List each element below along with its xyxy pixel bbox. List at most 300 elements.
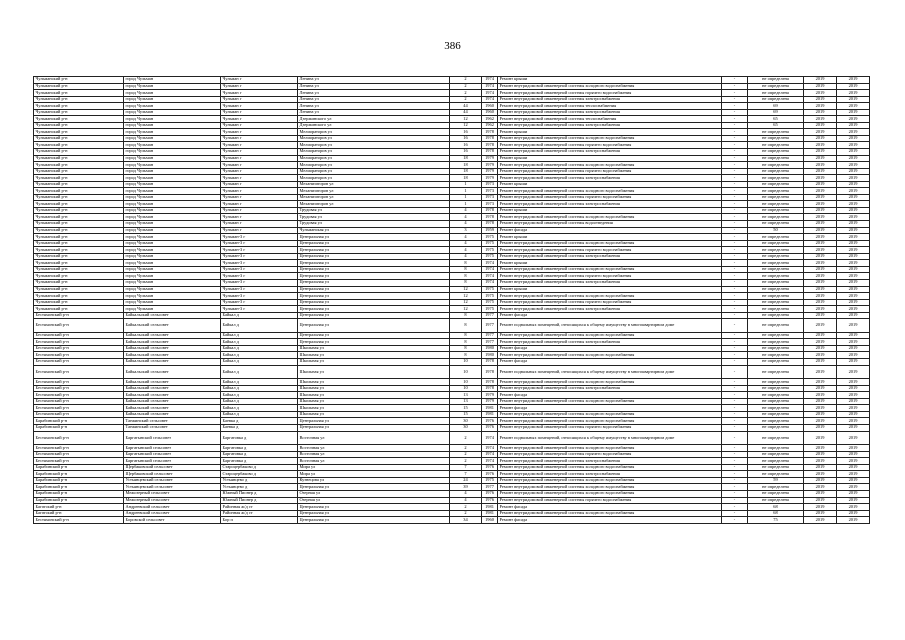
work-type-cell: Ремонт крыши bbox=[498, 181, 722, 188]
district-cell: Чульманский р-н bbox=[34, 109, 124, 116]
district-cell: Чульманский р-н bbox=[34, 293, 124, 300]
locality-cell: Чульман-3 г bbox=[221, 253, 298, 260]
price-cell: не определена bbox=[748, 319, 804, 333]
settlement-cell: город Чульман bbox=[124, 83, 221, 90]
street-cell: Центральная ул bbox=[298, 240, 450, 247]
work-type-cell: Ремонт крыши bbox=[498, 77, 722, 84]
dash-cell: - bbox=[722, 96, 748, 103]
end-year-cell: 2019 bbox=[837, 477, 870, 484]
work-type-cell: Ремонт внутридомовой инженерной системы водоотведения bbox=[498, 221, 722, 228]
build-year-cell: 1975 bbox=[482, 253, 498, 260]
build-year-cell: 1974 bbox=[482, 77, 498, 84]
settlement-cell: город Чульман bbox=[124, 293, 221, 300]
work-type-cell: Ремонт внутридомовой инженерной системы холодного водоснабжения bbox=[498, 490, 722, 497]
price-cell: не определена bbox=[748, 83, 804, 90]
price-cell: не определена bbox=[748, 201, 804, 208]
build-year-cell: 1974 bbox=[482, 90, 498, 97]
build-year-cell: 1975 bbox=[482, 306, 498, 313]
locality-cell: Южный Пионер д bbox=[221, 490, 298, 497]
street-cell: Механизаторов ул bbox=[298, 201, 450, 208]
street-cell: Центральная ул bbox=[298, 253, 450, 260]
end-year-cell: 2019 bbox=[837, 194, 870, 201]
settlement-cell: Байкальский сельсовет bbox=[124, 345, 221, 352]
house-number-cell: 4 bbox=[450, 490, 482, 497]
locality-cell: Чульман г bbox=[221, 181, 298, 188]
street-cell: Центральная ул bbox=[298, 484, 450, 491]
price-cell: не определена bbox=[748, 332, 804, 339]
district-cell: Чульманский р-н bbox=[34, 168, 124, 175]
end-year-cell: 2019 bbox=[837, 266, 870, 273]
street-cell: Школьная ул bbox=[298, 345, 450, 352]
district-cell: Бестяхинский р-н bbox=[34, 379, 124, 386]
dash-cell: - bbox=[722, 103, 748, 110]
start-year-cell: 2019 bbox=[804, 96, 837, 103]
house-number-cell: 18 bbox=[450, 162, 482, 169]
locality-cell: Чульман г bbox=[221, 155, 298, 162]
dash-cell: - bbox=[722, 359, 748, 366]
dash-cell: - bbox=[722, 247, 748, 254]
street-cell: Дзержинского ул bbox=[298, 122, 450, 129]
work-type-cell: Ремонт внутридомовой инженерной системы горячего водоснабжения bbox=[498, 497, 722, 504]
house-number-cell: 16 bbox=[450, 129, 482, 136]
house-number-cell: 16 bbox=[450, 149, 482, 156]
dash-cell: - bbox=[722, 266, 748, 273]
build-year-cell: 1981 bbox=[482, 411, 498, 418]
build-year-cell: 1976 bbox=[482, 424, 498, 431]
settlement-cell: Андреевский сельсовет bbox=[124, 504, 221, 511]
street-cell: Центральная ул bbox=[298, 424, 450, 431]
street-cell: Центральная ул bbox=[298, 504, 450, 511]
price-cell: не определена bbox=[748, 345, 804, 352]
settlement-cell: Байкальский сельсовет bbox=[124, 379, 221, 386]
end-year-cell: 2019 bbox=[837, 490, 870, 497]
settlement-cell: Байкальский сельсовет bbox=[124, 339, 221, 346]
work-type-cell: Ремонт внутридомовой инженерной системы электроснабжения bbox=[498, 339, 722, 346]
start-year-cell: 2019 bbox=[804, 116, 837, 123]
dash-cell: - bbox=[722, 345, 748, 352]
price-cell: не определена bbox=[748, 221, 804, 228]
dash-cell: - bbox=[722, 339, 748, 346]
settlement-cell: город Чульман bbox=[124, 221, 221, 228]
district-cell: Бестяхинский р-н bbox=[34, 332, 124, 339]
work-type-cell: Ремонт внутридомовой инженерной системы горячего водоснабжения bbox=[498, 194, 722, 201]
street-cell: Школьная ул bbox=[298, 392, 450, 399]
locality-cell: Чульман г bbox=[221, 188, 298, 195]
locality-cell: Баргатовка д bbox=[221, 445, 298, 452]
start-year-cell: 2019 bbox=[804, 398, 837, 405]
price-cell: не определена bbox=[748, 379, 804, 386]
end-year-cell: 2019 bbox=[837, 306, 870, 313]
build-year-cell: 1975 bbox=[482, 240, 498, 247]
district-cell: Бестяхинский р-н bbox=[34, 411, 124, 418]
build-year-cell: 1978 bbox=[482, 365, 498, 379]
price-cell: не определена bbox=[748, 306, 804, 313]
end-year-cell: 2019 bbox=[837, 345, 870, 352]
settlement-cell: Байкальский сельсовет bbox=[124, 398, 221, 405]
district-cell: Багатский р-н bbox=[34, 510, 124, 517]
district-cell: Чульманский р-н bbox=[34, 142, 124, 149]
price-cell: не определена bbox=[748, 188, 804, 195]
build-year-cell: 1978 bbox=[482, 214, 498, 221]
price-cell: 59 bbox=[748, 477, 804, 484]
locality-cell: Чульман г bbox=[221, 129, 298, 136]
dash-cell: - bbox=[722, 162, 748, 169]
end-year-cell: 2019 bbox=[837, 96, 870, 103]
locality-cell: Байкал д bbox=[221, 411, 298, 418]
house-number-cell: 2 bbox=[450, 83, 482, 90]
district-cell: Чульманский р-н bbox=[34, 273, 124, 280]
district-cell: Бестяхинский р-н bbox=[34, 458, 124, 465]
locality-cell: Чульман г bbox=[221, 135, 298, 142]
end-year-cell: 2019 bbox=[837, 471, 870, 478]
district-cell: Чульманский р-н bbox=[34, 279, 124, 286]
locality-cell: Чульман г bbox=[221, 122, 298, 129]
dash-cell: - bbox=[722, 299, 748, 306]
district-cell: Чульманский р-н bbox=[34, 194, 124, 201]
work-type-cell: Ремонт внутридомовой инженерной системы горячего водоснабжения bbox=[498, 273, 722, 280]
build-year-cell: 1978 bbox=[482, 379, 498, 386]
work-type-cell: Ремонт крыши bbox=[498, 129, 722, 136]
start-year-cell: 2019 bbox=[804, 497, 837, 504]
end-year-cell: 2019 bbox=[837, 168, 870, 175]
district-cell: Чульманский р-н bbox=[34, 96, 124, 103]
build-year-cell: 1974 bbox=[482, 279, 498, 286]
street-cell: Центральная ул bbox=[298, 260, 450, 267]
dash-cell: - bbox=[722, 471, 748, 478]
locality-cell: Байкал д bbox=[221, 359, 298, 366]
street-cell: Мелиораторов ул bbox=[298, 129, 450, 136]
street-cell: Мира ул bbox=[298, 464, 450, 471]
settlement-cell: город Чульман bbox=[124, 227, 221, 234]
price-cell: не определена bbox=[748, 365, 804, 379]
settlement-cell: город Чульман bbox=[124, 96, 221, 103]
start-year-cell: 2019 bbox=[804, 299, 837, 306]
work-type-cell: Ремонт крыши bbox=[498, 234, 722, 241]
street-cell: Озерная ул bbox=[298, 490, 450, 497]
dash-cell: - bbox=[722, 135, 748, 142]
locality-cell: Чульман г bbox=[221, 77, 298, 84]
locality-cell: Чульман г bbox=[221, 221, 298, 228]
build-year-cell: 1974 bbox=[482, 451, 498, 458]
locality-cell: Байкал д bbox=[221, 392, 298, 399]
build-year-cell: 1974 bbox=[482, 96, 498, 103]
end-year-cell: 2019 bbox=[837, 129, 870, 136]
locality-cell: Чульман г bbox=[221, 149, 298, 156]
street-cell: Центральная ул bbox=[298, 510, 450, 517]
dash-cell: - bbox=[722, 286, 748, 293]
price-cell: не определена bbox=[748, 142, 804, 149]
dash-cell: - bbox=[722, 319, 748, 333]
street-cell: Центральная ул bbox=[298, 286, 450, 293]
price-cell: не определена bbox=[748, 194, 804, 201]
end-year-cell: 2019 bbox=[837, 405, 870, 412]
work-type-cell: Ремонт внутридомовой инженерной системы холодного водоснабжения bbox=[498, 332, 722, 339]
end-year-cell: 2019 bbox=[837, 109, 870, 116]
dash-cell: - bbox=[722, 122, 748, 129]
house-number-cell: 4 bbox=[450, 234, 482, 241]
settlement-cell: город Чульман bbox=[124, 77, 221, 84]
start-year-cell: 2019 bbox=[804, 247, 837, 254]
settlement-cell: город Чульман bbox=[124, 149, 221, 156]
price-cell: не определена bbox=[748, 392, 804, 399]
price-cell: не определена bbox=[748, 464, 804, 471]
street-cell: Мелиораторов ул bbox=[298, 175, 450, 182]
district-cell: Чульманский р-н bbox=[34, 116, 124, 123]
street-cell: Центральная ул bbox=[298, 517, 450, 524]
street-cell: Центральная ул bbox=[298, 306, 450, 313]
dash-cell: - bbox=[722, 312, 748, 319]
locality-cell: Байкал д bbox=[221, 332, 298, 339]
start-year-cell: 2019 bbox=[804, 168, 837, 175]
end-year-cell: 2019 bbox=[837, 484, 870, 491]
build-year-cell: 1978 bbox=[482, 149, 498, 156]
district-cell: Чульманский р-н bbox=[34, 299, 124, 306]
district-cell: Чульманский р-н bbox=[34, 129, 124, 136]
settlement-cell: город Чульман bbox=[124, 90, 221, 97]
start-year-cell: 2019 bbox=[804, 392, 837, 399]
settlement-cell: Устьянцевский сельсовет bbox=[124, 477, 221, 484]
settlement-cell: Байкальский сельсовет bbox=[124, 405, 221, 412]
end-year-cell: 2019 bbox=[837, 188, 870, 195]
house-number-cell: 4 bbox=[450, 497, 482, 504]
work-type-cell: Ремонт фасада bbox=[498, 345, 722, 352]
house-number-cell: 4 bbox=[450, 207, 482, 214]
start-year-cell: 2019 bbox=[804, 142, 837, 149]
build-year-cell: 1974 bbox=[482, 266, 498, 273]
build-year-cell: 1978 bbox=[482, 359, 498, 366]
locality-cell: Байкал д bbox=[221, 345, 298, 352]
district-cell: Бестяхинский р-н bbox=[34, 431, 124, 445]
build-year-cell: 1981 bbox=[482, 510, 498, 517]
street-cell: Мелиораторов ул bbox=[298, 135, 450, 142]
start-year-cell: 2019 bbox=[804, 405, 837, 412]
house-number-cell: 8 bbox=[450, 345, 482, 352]
district-cell: Чульманский р-н bbox=[34, 201, 124, 208]
locality-cell: Староцербаково д bbox=[221, 464, 298, 471]
settlement-cell: город Чульман bbox=[124, 155, 221, 162]
district-cell: Барабинский р-н bbox=[34, 471, 124, 478]
work-type-cell: Ремонт внутридомовой инженерной системы горячего водоснабжения bbox=[498, 142, 722, 149]
end-year-cell: 2019 bbox=[837, 247, 870, 254]
locality-cell: Чульман-3 г bbox=[221, 273, 298, 280]
locality-cell: Байкал д bbox=[221, 379, 298, 386]
street-cell: Центральная ул bbox=[298, 234, 450, 241]
start-year-cell: 2019 bbox=[804, 155, 837, 162]
locality-cell: Баргатовка д bbox=[221, 431, 298, 445]
dash-cell: - bbox=[722, 90, 748, 97]
start-year-cell: 2019 bbox=[804, 109, 837, 116]
district-cell: Бестяхинский р-н bbox=[34, 345, 124, 352]
settlement-cell: Байкальский сельсовет bbox=[124, 312, 221, 319]
settlement-cell: город Чульман bbox=[124, 260, 221, 267]
start-year-cell: 2019 bbox=[804, 431, 837, 445]
settlement-cell: город Чульман bbox=[124, 188, 221, 195]
start-year-cell: 2019 bbox=[804, 253, 837, 260]
start-year-cell: 2019 bbox=[804, 135, 837, 142]
locality-cell: Баргатовка д bbox=[221, 458, 298, 465]
end-year-cell: 2019 bbox=[837, 424, 870, 431]
settlement-cell: Баргатынский сельсовет bbox=[124, 445, 221, 452]
street-cell: Восточная ул bbox=[298, 431, 450, 445]
work-type-cell: Ремонт внутридомовой инженерной системы горячего водоснабжения bbox=[498, 168, 722, 175]
street-cell: Центральная ул bbox=[298, 279, 450, 286]
settlement-cell: город Чульман bbox=[124, 135, 221, 142]
dash-cell: - bbox=[722, 155, 748, 162]
end-year-cell: 2019 bbox=[837, 312, 870, 319]
end-year-cell: 2019 bbox=[837, 504, 870, 511]
build-year-cell: 1962 bbox=[482, 116, 498, 123]
settlement-cell: Таежинский сельсовет bbox=[124, 418, 221, 425]
locality-cell: Устьянцево д bbox=[221, 484, 298, 491]
work-type-cell: Ремонт внутридомовой инженерной системы холодного водоснабжения bbox=[498, 188, 722, 195]
dash-cell: - bbox=[722, 431, 748, 445]
street-cell: Школьная ул bbox=[298, 359, 450, 366]
street-cell: Центральная ул bbox=[298, 293, 450, 300]
dash-cell: - bbox=[722, 517, 748, 524]
house-number-cell: 16 bbox=[450, 135, 482, 142]
start-year-cell: 2019 bbox=[804, 162, 837, 169]
house-number-cell: 18 bbox=[450, 155, 482, 162]
price-cell: не определена bbox=[748, 431, 804, 445]
house-number-cell: 4 bbox=[450, 214, 482, 221]
end-year-cell: 2019 bbox=[837, 135, 870, 142]
street-cell: Ленина ул bbox=[298, 96, 450, 103]
settlement-cell: Баргатынский сельсовет bbox=[124, 458, 221, 465]
end-year-cell: 2019 bbox=[837, 299, 870, 306]
house-number-cell: 8 bbox=[450, 260, 482, 267]
street-cell: Ленина ул bbox=[298, 109, 450, 116]
work-type-cell: Ремонт фасада bbox=[498, 312, 722, 319]
end-year-cell: 2019 bbox=[837, 83, 870, 90]
work-type-cell: Ремонт внутридомовой инженерной системы холодного водоснабжения bbox=[498, 352, 722, 359]
locality-cell: Чульман г bbox=[221, 83, 298, 90]
locality-cell: Байкал д bbox=[221, 312, 298, 319]
street-cell: Школьная ул bbox=[298, 379, 450, 386]
district-cell: Бестяхинский р-н bbox=[34, 319, 124, 333]
price-cell: не определена bbox=[748, 129, 804, 136]
settlement-cell: город Чульман bbox=[124, 266, 221, 273]
house-number-cell: 2 bbox=[450, 445, 482, 452]
locality-cell: Баевка д bbox=[221, 424, 298, 431]
price-cell: не определена bbox=[748, 149, 804, 156]
build-year-cell: 1975 bbox=[482, 299, 498, 306]
district-cell: Барабинский р-н bbox=[34, 497, 124, 504]
build-year-cell: 1977 bbox=[482, 339, 498, 346]
locality-cell: Устьянцево д bbox=[221, 477, 298, 484]
end-year-cell: 2019 bbox=[837, 273, 870, 280]
price-cell: 69 bbox=[748, 109, 804, 116]
price-cell: не определена bbox=[748, 405, 804, 412]
district-cell: Чульманский р-н bbox=[34, 266, 124, 273]
dash-cell: - bbox=[722, 194, 748, 201]
settlement-cell: Байкальский сельсовет bbox=[124, 319, 221, 333]
district-cell: Барабинский р-н bbox=[34, 490, 124, 497]
locality-cell: Баргатовка д bbox=[221, 451, 298, 458]
house-number-cell: 2 bbox=[450, 90, 482, 97]
house-number-cell: 15 bbox=[450, 405, 482, 412]
work-type-cell: Ремонт внутридомовой инженерной системы холодного водоснабжения bbox=[498, 411, 722, 418]
work-type-cell: Ремонт внутридомовой инженерной системы горячего водоснабжения bbox=[498, 451, 722, 458]
settlement-cell: город Чульман bbox=[124, 175, 221, 182]
settlement-cell: город Чульман bbox=[124, 214, 221, 221]
dash-cell: - bbox=[722, 379, 748, 386]
street-cell: Центральная ул bbox=[298, 247, 450, 254]
price-cell: не определена bbox=[748, 181, 804, 188]
work-type-cell: Ремонт внутридомовой инженерной системы холодного водоснабжения bbox=[498, 445, 722, 452]
house-number-cell: 44 bbox=[450, 109, 482, 116]
house-number-cell: 4 bbox=[450, 247, 482, 254]
price-cell: не определена bbox=[748, 339, 804, 346]
house-number-cell: 34 bbox=[450, 517, 482, 524]
house-number-cell: 12 bbox=[450, 122, 482, 129]
build-year-cell: 1978 bbox=[482, 221, 498, 228]
house-number-cell: 8 bbox=[450, 279, 482, 286]
start-year-cell: 2019 bbox=[804, 352, 837, 359]
district-cell: Бестяхинский р-н bbox=[34, 339, 124, 346]
district-cell: Бестяхинский р-н bbox=[34, 517, 124, 524]
end-year-cell: 2019 bbox=[837, 517, 870, 524]
district-cell: Чульманский р-н bbox=[34, 286, 124, 293]
dash-cell: - bbox=[722, 109, 748, 116]
work-type-cell: Ремонт внутридомовой инженерной системы электроснабжения bbox=[498, 201, 722, 208]
street-cell: Механизаторов ул bbox=[298, 181, 450, 188]
price-cell: не определена bbox=[748, 359, 804, 366]
house-number-cell: 2 bbox=[450, 510, 482, 517]
settlement-cell: Баргатынский сельсовет bbox=[124, 431, 221, 445]
end-year-cell: 2019 bbox=[837, 332, 870, 339]
work-type-cell: Ремонт внутридомовой инженерной системы холодного водоснабжения bbox=[498, 135, 722, 142]
district-cell: Барабинский р-н bbox=[34, 464, 124, 471]
locality-cell: Чульман г bbox=[221, 175, 298, 182]
dash-cell: - bbox=[722, 306, 748, 313]
end-year-cell: 2019 bbox=[837, 352, 870, 359]
start-year-cell: 2019 bbox=[804, 188, 837, 195]
house-number-cell: 12 bbox=[450, 306, 482, 313]
settlement-cell: Устьянцевский сельсовет bbox=[124, 484, 221, 491]
build-year-cell: 1978 bbox=[482, 207, 498, 214]
house-number-cell: 30 bbox=[450, 418, 482, 425]
build-year-cell: 1977 bbox=[482, 484, 498, 491]
street-cell: Ленина ул bbox=[298, 77, 450, 84]
street-cell: Ленина ул bbox=[298, 90, 450, 97]
start-year-cell: 2019 bbox=[804, 149, 837, 156]
work-type-cell: Ремонт внутридомовой инженерной системы горячего водоснабжения bbox=[498, 424, 722, 431]
price-cell: не определена bbox=[748, 490, 804, 497]
settlement-cell: Байкальский сельсовет bbox=[124, 392, 221, 399]
work-type-cell: Ремонт внутридомовой инженерной системы холодного водоснабжения bbox=[498, 162, 722, 169]
build-year-cell: 1976 bbox=[482, 464, 498, 471]
build-year-cell: 1975 bbox=[482, 247, 498, 254]
work-type-cell: Ремонт крыши bbox=[498, 260, 722, 267]
street-cell: Школьная ул bbox=[298, 405, 450, 412]
dash-cell: - bbox=[722, 188, 748, 195]
start-year-cell: 2019 bbox=[804, 504, 837, 511]
district-cell: Бестяхинский р-н bbox=[34, 359, 124, 366]
build-year-cell: 1977 bbox=[482, 332, 498, 339]
house-number-cell: 8 bbox=[450, 319, 482, 333]
end-year-cell: 2019 bbox=[837, 116, 870, 123]
house-number-cell: 10 bbox=[450, 379, 482, 386]
dash-cell: - bbox=[722, 405, 748, 412]
price-cell: не определена bbox=[748, 445, 804, 452]
build-year-cell: 1976 bbox=[482, 490, 498, 497]
price-cell: не определена bbox=[748, 162, 804, 169]
build-year-cell: 1979 bbox=[482, 392, 498, 399]
settlement-cell: город Чульман bbox=[124, 299, 221, 306]
settlement-cell: город Чульман bbox=[124, 116, 221, 123]
start-year-cell: 2019 bbox=[804, 240, 837, 247]
dash-cell: - bbox=[722, 385, 748, 392]
